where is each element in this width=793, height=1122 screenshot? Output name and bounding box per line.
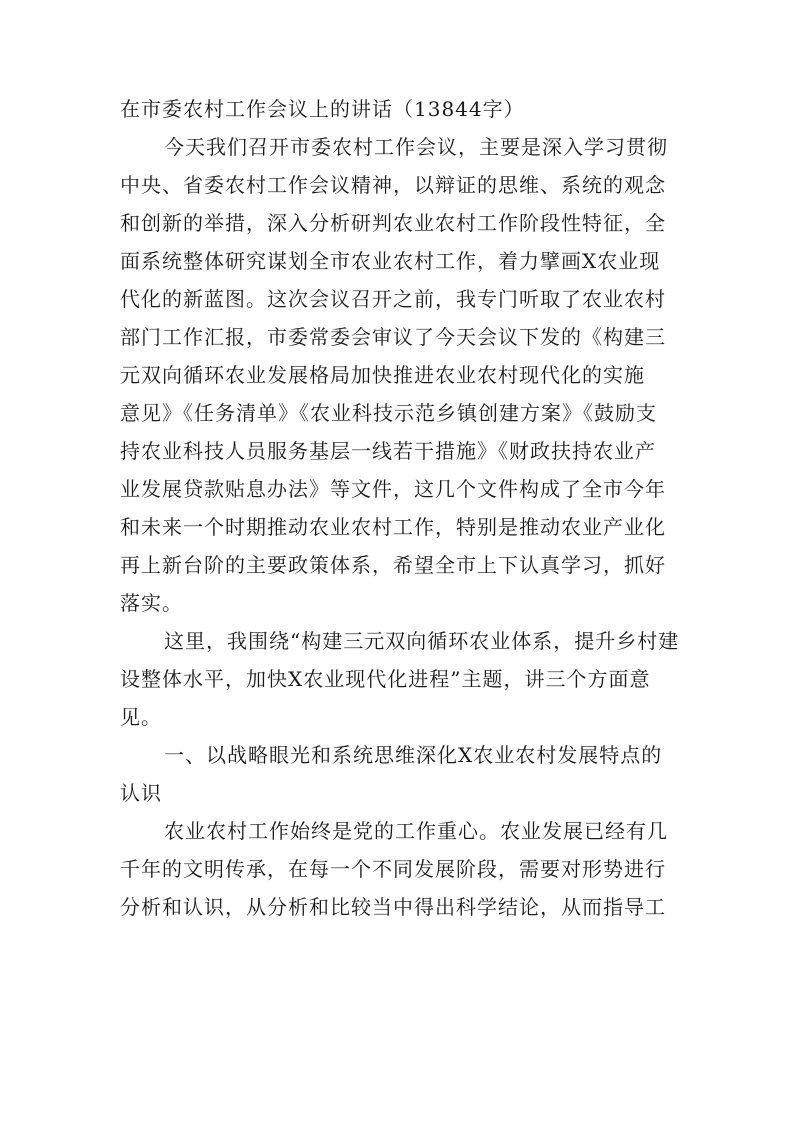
paragraph-line: 落实。 — [120, 591, 183, 615]
paragraph-line: 分析和认识，从分析和比较当中得出科学结论，从而指导工 — [120, 895, 666, 919]
paragraph-line: 面系统整体研究谋划全市农业农村工作，着力擘画X农业现 — [120, 249, 661, 273]
paragraph-line: 中央、省委农村工作会议精神，以辩证的思维、系统的观念 — [120, 173, 666, 197]
document-body — [120, 90, 680, 926]
document-title: 在市委农村工作会议上的讲话（13844字） — [120, 97, 525, 121]
paragraph-line: 见。 — [120, 705, 162, 729]
section-heading-1 — [120, 736, 676, 812]
paragraph-line: 农业农村工作始终是党的工作重心。农业发展已经有几 — [164, 819, 668, 843]
paragraph-line: 设整体水平，加快X农业现代化进程”主题，讲三个方面意 — [120, 667, 651, 691]
paragraph-line: 持农业科技人员服务基层一线若干措施》《财政扶持农业产 — [120, 439, 656, 463]
paragraph-line: 和未来一个时期推动农业农村工作，特别是推动农业产业化 — [120, 515, 666, 539]
paragraph-line: 业发展贷款贴息办法》等文件，这几个文件构成了全市今年 — [120, 477, 666, 501]
section-heading-line: 一、以战略眼光和系统思维深化X农业农村发展特点的 — [164, 743, 663, 767]
paragraph-theme — [120, 622, 680, 736]
paragraph-line: 千年的文明传承，在每一个不同发展阶段，需要对形势进行 — [120, 857, 666, 881]
paragraph-line: 意见》《任务清单》《农业科技示范乡镇创建方案》《鼓励支 — [120, 401, 657, 425]
paragraph-line: 再上新台阶的主要政策体系，希望全市上下认真学习，抓好 — [120, 553, 666, 577]
paragraph-intro — [120, 128, 676, 622]
paragraph-line: 部门工作汇报，市委常委会审议了今天会议下发的《构建三 — [120, 325, 666, 349]
paragraph-line: 今天我们召开市委农村工作会议，主要是深入学习贯彻 — [164, 135, 668, 159]
paragraph-section-1 — [120, 812, 676, 926]
paragraph-line: 和创新的举措，深入分析研判农业农村工作阶段性特征，全 — [120, 211, 666, 235]
paragraph-line: 代化的新蓝图。这次会议召开之前，我专门听取了农业农村 — [120, 287, 666, 311]
paragraph-line: 这里，我围绕“构建三元双向循环农业体系，提升乡村建 — [164, 629, 680, 653]
section-heading-line: 认识 — [120, 781, 162, 805]
paragraph-line: 元双向循环农业发展格局加快推进农业农村现代化的实施 — [120, 363, 645, 387]
